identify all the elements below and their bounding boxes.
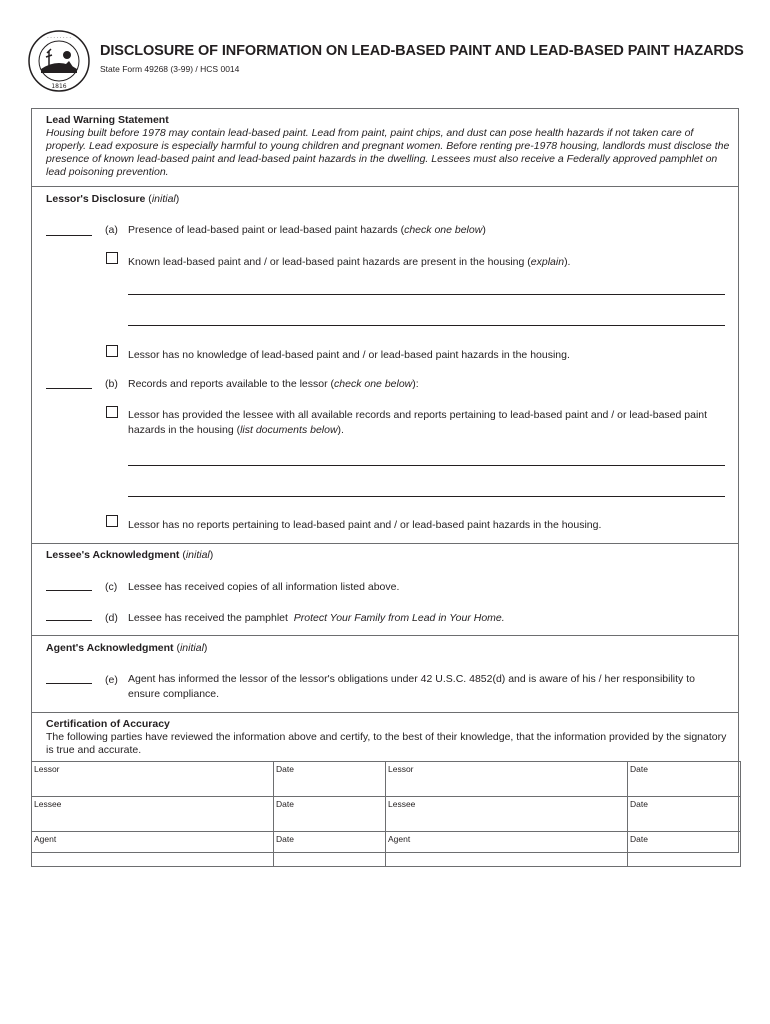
lessor-signature-field[interactable]: Lessor [32, 762, 274, 797]
table-row [32, 797, 741, 832]
section-divider [31, 186, 739, 187]
section-divider [31, 712, 739, 713]
lessor-disclosure-heading: Lessor's Disclosure (initial) [46, 193, 180, 205]
agent-date-field[interactable]: Date [274, 832, 386, 867]
option-known-hazards-text: Known lead-based paint and / or lead-based paint hazards are present in the housing (explain). [128, 256, 571, 268]
state-seal-icon [27, 29, 91, 93]
item-e-text: Agent has informed the lessor of the lessor's obligations under 42 U.S.C. 4852(d) and is aware of his / her responsibility to ensure compliance. [128, 673, 695, 700]
lessor-signature-field-2[interactable]: Lessor [386, 762, 628, 797]
item-d-text: Lessee has received the pamphlet Protect Your Family from Lead in Your Home. [128, 612, 505, 624]
agent-signature-field-2[interactable]: Agent [386, 832, 628, 867]
lessor-date-field[interactable]: Date [274, 762, 386, 797]
lessee-acknowledgment-heading: Lessee's Acknowledgment (initial) [46, 549, 214, 561]
agent-acknowledgment-heading: Agent's Acknowledgment (initial) [46, 642, 208, 654]
agent-signature-field[interactable]: Agent [32, 832, 274, 867]
lead-warning-heading: Lead Warning Statement [46, 114, 169, 126]
lessor-date-field-2[interactable]: Date [628, 762, 741, 797]
table-row [32, 762, 741, 797]
item-letter-b: (b) [105, 378, 118, 390]
table-row [32, 832, 741, 867]
item-a-text: Presence of lead-based paint or lead-based paint hazards (check one below) [128, 224, 486, 236]
option-records-provided-text: Lessor has provided the lessee with all available records and reports pertaining to lead-based paint and / or lead-based paint hazards in the housing (list documents below). [128, 409, 708, 436]
certification-body: The following parties have reviewed the information above and certify, to the best of their knowledge, that the information provided by the signatory is true and accurate. [46, 731, 727, 756]
lessee-signature-field[interactable]: Lessee [32, 797, 274, 832]
documents-line-2[interactable] [128, 496, 725, 497]
svg-text:· · · · · · · ·: · · · · · · · · [47, 35, 71, 41]
lead-warning-body: Housing built before 1978 may contain lead-based paint. Lead from paint, paint chips, and dust can pose health hazards if not taken care of properly. Lead exposure is especially harmful to young children and pregnant women. Before renting pre-1978 housing, landlords must disclose the presence of known lead-based paint and lead-based paint hazards in the dwelling. Lessees must also receive a Federally approved pamphlet on lead poisoning prevention. [46, 127, 730, 178]
documents-line-1[interactable] [128, 465, 725, 466]
item-letter-a: (a) [105, 224, 118, 236]
svg-text:1816: 1816 [51, 83, 67, 90]
checkbox-no-reports[interactable] [106, 515, 118, 527]
initial-line-d[interactable] [46, 620, 92, 621]
checkbox-records-provided[interactable] [106, 406, 118, 418]
form-title: DISCLOSURE OF INFORMATION ON LEAD-BASED PAINT AND LEAD-BASED PAINT HAZARDS [100, 43, 744, 59]
initial-line-b[interactable] [46, 388, 92, 389]
item-letter-c: (c) [105, 581, 118, 593]
item-c-text: Lessee has received copies of all information listed above. [128, 581, 400, 593]
item-letter-d: (d) [105, 612, 118, 624]
section-divider [31, 543, 739, 544]
section-divider [31, 635, 739, 636]
explain-line-1[interactable] [128, 294, 725, 295]
form-number: State Form 49268 (3-99) / HCS 0014 [100, 64, 240, 74]
lessee-signature-field-2[interactable]: Lessee [386, 797, 628, 832]
checkbox-known-hazards[interactable] [106, 252, 118, 264]
option-no-knowledge-text: Lessor has no knowledge of lead-based paint and / or lead-based paint hazards in the housing. [128, 349, 570, 361]
initial-line-c[interactable] [46, 590, 92, 591]
signature-table [31, 761, 741, 867]
initial-line-e[interactable] [46, 683, 92, 684]
item-letter-e: (e) [105, 674, 118, 686]
certification-heading: Certification of Accuracy [46, 718, 170, 730]
initial-line-a[interactable] [46, 235, 92, 236]
lessee-date-field[interactable]: Date [274, 797, 386, 832]
option-no-reports-text: Lessor has no reports pertaining to lead-based paint and / or lead-based paint hazards in the housing. [128, 519, 602, 531]
agent-date-field-2[interactable]: Date [628, 832, 741, 867]
explain-line-2[interactable] [128, 325, 725, 326]
lessee-date-field-2[interactable]: Date [628, 797, 741, 832]
checkbox-no-knowledge[interactable] [106, 345, 118, 357]
item-b-text: Records and reports available to the lessor (check one below): [128, 378, 419, 390]
